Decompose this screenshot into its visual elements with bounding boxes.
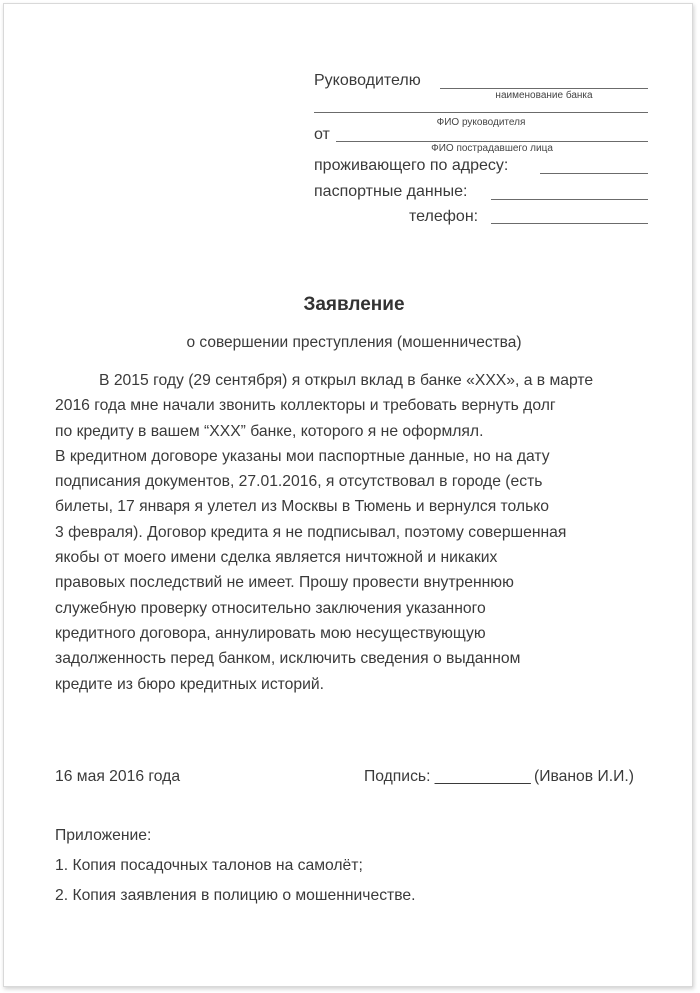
document-title: Заявление [303,294,405,315]
head-fio-caption: ФИО руководителя [436,117,526,128]
attachment-item: 2. Копия заявления в полицию о мошенничестве. [55,887,416,904]
bank-name-line [440,88,648,89]
address-line [540,173,648,174]
body-line: кредитного договора, аннулировать мою несуществующую [55,624,486,642]
passport-label: паспортные данные: [314,183,468,200]
signature-label: Подпись: ___________ [364,768,531,785]
phone-line [491,223,648,224]
document-subtitle: о совершении преступления (мошенничества) [186,334,522,351]
body-line: 2016 года мне начали звонить коллекторы и требовать вернуть долг [55,397,556,415]
body-line: по кредиту в вашем “XXX” банке, которого я не оформлял. [55,422,484,440]
victim-fio-line [336,141,648,142]
attachments-label: Приложение: [55,827,152,844]
body-line: якобы от моего имени сделка является ничтожной и никаких [55,549,498,567]
victim-fio-caption: ФИО пострадавшего лица [431,143,553,154]
signature-name: (Иванов И.И.) [534,768,634,785]
from-label: от [314,126,330,143]
body-line: задолженность перед банком, исключить сведения о выданном [55,650,521,668]
passport-line [491,199,648,200]
body-line: билеты, 17 января я улетел из Москвы в Тюмень и вернулся только [55,498,550,516]
body-line: 3 февраля). Договор кредита я не подписывал, поэтому совершенная [55,523,567,541]
body-line: подписания документов, 27.01.2016, я отсутствовал в городе (есть [55,473,543,491]
address-label: проживающего по адресу: [314,157,509,174]
statement-date: 16 мая 2016 года [55,768,181,785]
body-line: В 2015 году (29 сентября) я открыл вклад в банке «XXX», а в марте [99,372,594,389]
bank-name-caption: наименование банка [495,90,593,101]
body-line: кредите из бюро кредитных историй. [55,675,325,693]
body-line: В кредитном договоре указаны мои паспортные данные, но на дату [55,447,550,465]
to-label: Руководителю [314,72,421,89]
head-fio-line [314,112,648,113]
document-page [3,3,693,987]
body-line: правовых последствий не имеет. Прошу провести внутреннюю [55,574,514,592]
body-line: служебную проверку относительно заключения указанного [55,599,486,617]
attachment-item: 1. Копия посадочных талонов на самолёт; [55,857,363,874]
statement-body [55,368,675,697]
phone-label: телефон: [409,208,479,225]
